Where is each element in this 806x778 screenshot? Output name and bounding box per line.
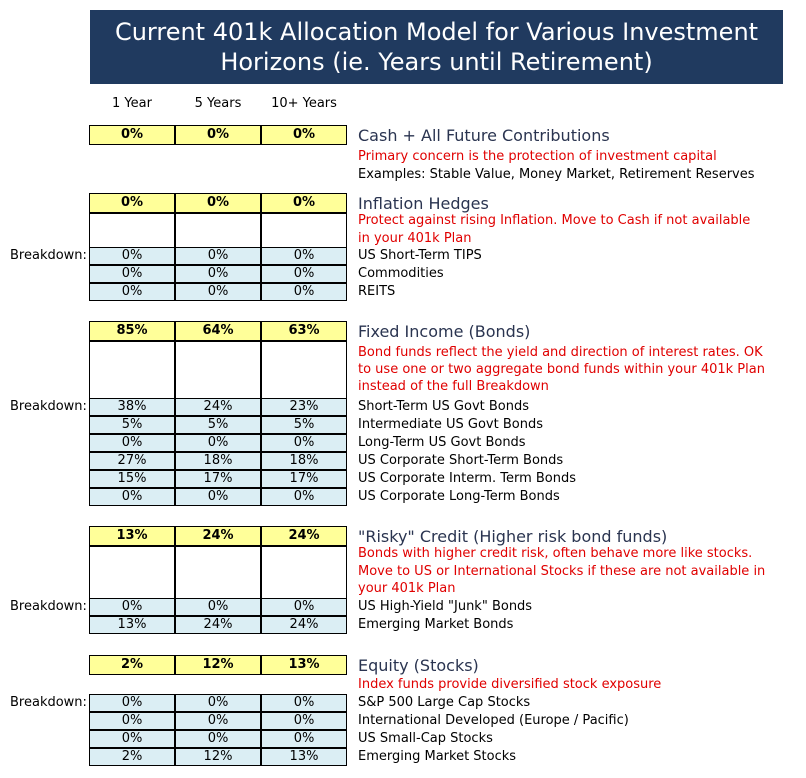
table-row — [0, 712, 806, 730]
row-label: Emerging Market Bonds — [358, 617, 514, 632]
fixed-note-1: Bond funds reflect the yield and direction of interest rates. OK — [358, 345, 763, 360]
risky-value-5: 24% — [175, 526, 261, 546]
row-label: US Corporate Short-Term Bonds — [358, 453, 564, 468]
risky-value-10: 24% — [261, 526, 347, 546]
equity-value-1: 2% — [89, 655, 175, 675]
table-row — [0, 434, 806, 452]
cell: 0% — [89, 283, 175, 301]
blank-cell — [89, 341, 175, 400]
row-label: Emerging Market Stocks — [358, 749, 517, 764]
cell: 15% — [89, 470, 175, 488]
title-line-2: Horizons (ie. Years until Retirement) — [220, 48, 653, 76]
cell: 18% — [175, 452, 261, 470]
risky-note-1: Bonds with higher credit risk, often behave more like stocks. — [358, 546, 753, 561]
cash-title: Cash + All Future Contributions — [358, 126, 610, 145]
cell: 38% — [89, 398, 175, 416]
equity-value-10: 13% — [261, 655, 347, 675]
table-row — [0, 452, 806, 470]
blank-cell — [89, 546, 175, 599]
row-label: International Developed (Europe / Pacific) — [358, 713, 629, 728]
table-row — [0, 694, 806, 712]
table-row — [0, 488, 806, 506]
cell: 27% — [89, 452, 175, 470]
risky-note-3: your 401k Plan — [358, 581, 456, 596]
risky-value-1: 13% — [89, 526, 175, 546]
cell: 0% — [261, 712, 347, 730]
table-row — [0, 616, 806, 634]
cell: 0% — [175, 247, 261, 265]
cell: 13% — [261, 748, 347, 766]
row-label: S&P 500 Large Cap Stocks — [358, 695, 531, 710]
header-5-years: 5 Years — [194, 96, 242, 111]
cash-note: Primary concern is the protection of investment capital — [358, 149, 717, 164]
cell: 5% — [175, 416, 261, 434]
cell: 24% — [175, 616, 261, 634]
breakdown-label: Breakdown: — [10, 599, 87, 614]
cell: 0% — [261, 247, 347, 265]
cell: 0% — [175, 598, 261, 616]
cell: 0% — [175, 434, 261, 452]
blank-cell — [89, 213, 175, 248]
cell: 0% — [261, 265, 347, 283]
cell: 0% — [261, 598, 347, 616]
equity-value-5: 12% — [175, 655, 261, 675]
title-line-1: Current 401k Allocation Model for Various Investment — [114, 18, 759, 46]
cell: 0% — [89, 265, 175, 283]
risky-title: "Risky" Credit (Higher risk bond funds) — [358, 527, 668, 546]
header-10-years: 10+ Years — [271, 96, 337, 111]
table-row — [0, 598, 806, 616]
table-row — [0, 398, 806, 416]
blank-cell — [175, 546, 261, 599]
blank-cell — [261, 213, 347, 248]
inflation-value-10: 0% — [261, 193, 347, 213]
cell: 24% — [175, 398, 261, 416]
cell: 0% — [261, 694, 347, 712]
fixed-value-10: 63% — [261, 321, 347, 341]
breakdown-label: Breakdown: — [10, 248, 87, 263]
table-row — [0, 748, 806, 766]
cell: 5% — [261, 416, 347, 434]
table-row — [0, 247, 806, 265]
cell: 0% — [175, 694, 261, 712]
cell: 23% — [261, 398, 347, 416]
blank-cell — [175, 341, 261, 400]
blank-cell — [175, 213, 261, 248]
breakdown-label: Breakdown: — [10, 695, 87, 710]
table-row — [0, 265, 806, 283]
row-label: Commodities — [358, 266, 444, 281]
fixed-title: Fixed Income (Bonds) — [358, 322, 531, 341]
cell: 0% — [89, 434, 175, 452]
cell: 0% — [175, 730, 261, 748]
fixed-value-5: 64% — [175, 321, 261, 341]
cell: 0% — [175, 712, 261, 730]
row-label: Long-Term US Govt Bonds — [358, 435, 526, 450]
inflation-value-1: 0% — [89, 193, 175, 213]
fixed-value-1: 85% — [89, 321, 175, 341]
blank-cell — [261, 341, 347, 400]
cash-value-10: 0% — [261, 125, 347, 145]
cell: 0% — [89, 694, 175, 712]
cell: 12% — [175, 748, 261, 766]
cell: 2% — [89, 748, 175, 766]
cell: 0% — [89, 247, 175, 265]
row-label: US Corporate Interm. Term Bonds — [358, 471, 577, 486]
cell: 0% — [89, 598, 175, 616]
row-label: REITS — [358, 284, 396, 299]
blank-cell — [261, 546, 347, 599]
cash-value-5: 0% — [175, 125, 261, 145]
cash-value-1: 0% — [89, 125, 175, 145]
cell: 0% — [175, 265, 261, 283]
cell: 0% — [261, 488, 347, 506]
cash-examples: Examples: Stable Value, Money Market, Retirement Reserves — [358, 167, 755, 182]
header-1-year: 1 Year — [112, 96, 152, 111]
page-title — [90, 10, 783, 84]
row-label: US Short-Term TIPS — [358, 248, 482, 263]
cell: 17% — [175, 470, 261, 488]
cell: 0% — [89, 712, 175, 730]
row-label: US High-Yield "Junk" Bonds — [358, 599, 533, 614]
cell: 0% — [261, 434, 347, 452]
cell: 24% — [261, 616, 347, 634]
cell: 0% — [175, 283, 261, 301]
table-row — [0, 730, 806, 748]
row-label: Intermediate US Govt Bonds — [358, 417, 543, 432]
row-label: US Corporate Long-Term Bonds — [358, 489, 560, 504]
table-row — [0, 470, 806, 488]
cell: 13% — [89, 616, 175, 634]
table-row — [0, 416, 806, 434]
cell: 0% — [175, 488, 261, 506]
inflation-note-2: in your 401k Plan — [358, 231, 472, 246]
cell: 5% — [89, 416, 175, 434]
equity-title: Equity (Stocks) — [358, 656, 479, 675]
row-label: US Small-Cap Stocks — [358, 731, 493, 746]
fixed-note-2: to use one or two aggregate bond funds within your 401k Plan — [358, 362, 765, 377]
breakdown-label: Breakdown: — [10, 399, 87, 414]
inflation-value-5: 0% — [175, 193, 261, 213]
cell: 0% — [89, 730, 175, 748]
table-row — [0, 283, 806, 301]
inflation-title: Inflation Hedges — [358, 194, 489, 213]
cell: 0% — [261, 730, 347, 748]
equity-note: Index funds provide diversified stock exposure — [358, 677, 662, 692]
fixed-note-3: instead of the full Breakdown — [358, 379, 549, 394]
row-label: Short-Term US Govt Bonds — [358, 399, 530, 414]
inflation-note-1: Protect against rising Inflation. Move to Cash if not available — [358, 213, 751, 228]
cell: 0% — [261, 283, 347, 301]
risky-note-2: Move to US or International Stocks if these are not available in — [358, 564, 766, 579]
cell: 18% — [261, 452, 347, 470]
cell: 0% — [89, 488, 175, 506]
cell: 17% — [261, 470, 347, 488]
